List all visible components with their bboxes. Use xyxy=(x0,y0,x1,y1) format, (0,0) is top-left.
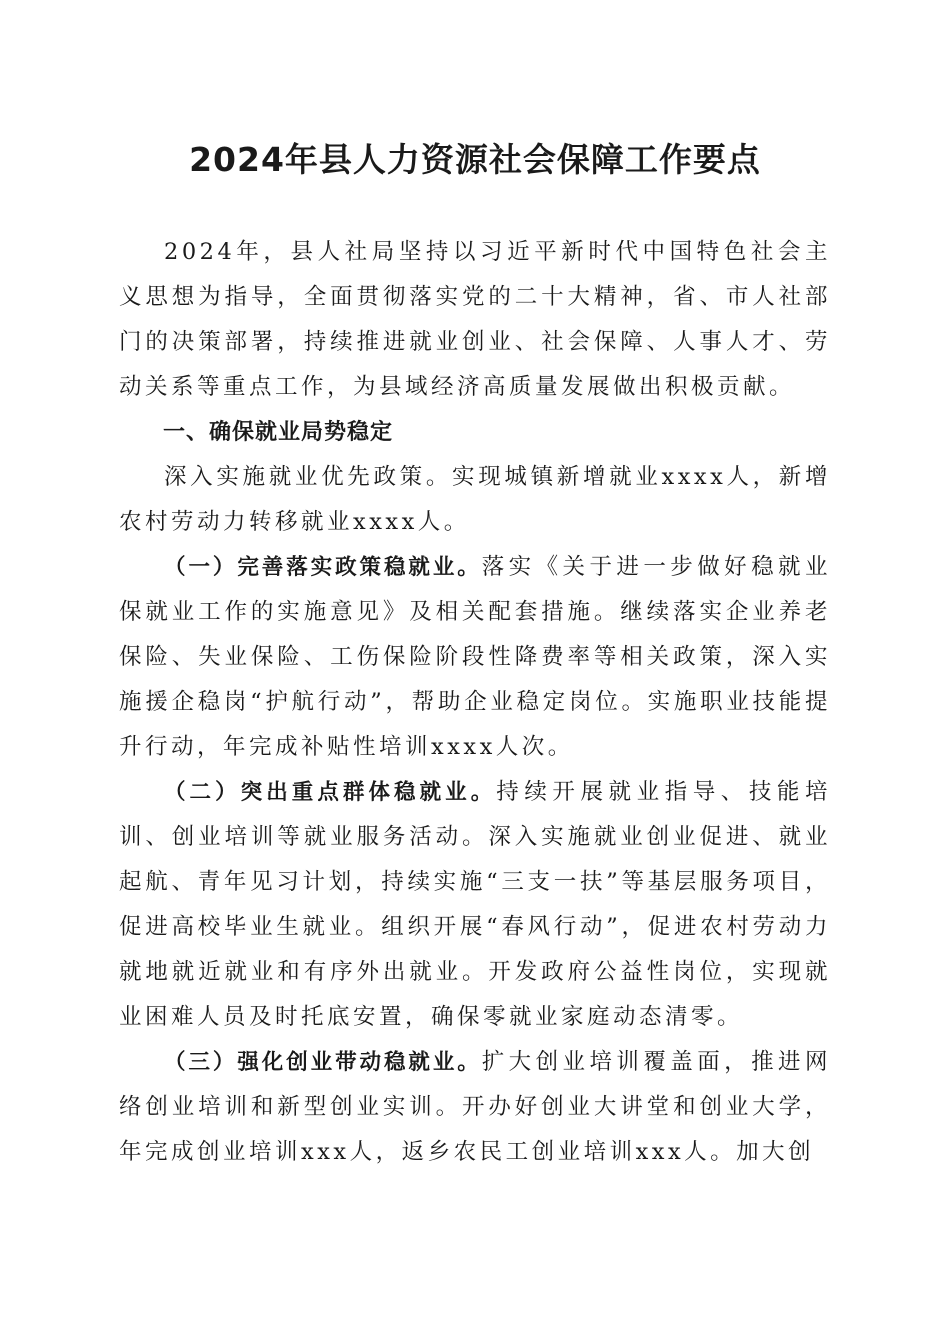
item-lead-1: （一）完善落实政策稳就业。 xyxy=(164,555,482,580)
item-text-2: 持续开展就业指导、技能培训、创业培训等就业服务活动。深入实施就业创业促进、就业起航、青年见习计划，持续实施“三支一扶”等基层服务项目，促进高校毕业生就业。组织开展“春风行动”，促进农村劳动力就地就近就业和有序外出就业。开发政府公益性岗位，实现就业困难人员及时托底安置，确保零就业家庭动态清零。 xyxy=(119,779,831,1030)
item-text-3: 扩大创业培训覆盖面，推进网络创业培训和新型创业实训。开办好创业大讲堂和创业大学，年完成创业培训xxx人，返乡农民工创业培训xxx人。加大创 xyxy=(119,1049,831,1165)
document-title: 2024年县人力资源社会保障工作要点 xyxy=(189,140,761,179)
item-lead-3: （三）强化创业带动稳就业。 xyxy=(164,1050,482,1075)
section-heading: 一、确保就业局势稳定 xyxy=(163,420,394,445)
item-text-1: 落实《关于进一步做好稳就业保就业工作的实施意见》及相关配套措施。继续落实企业养老保险、失业保险、工伤保险阶段性降费率等相关政策，深入实施援企稳岗“护航行动”，帮助企业稳定岗位。实施职业技能提升行动，年完成补贴性培训xxxx人次。 xyxy=(119,554,831,760)
document-body xyxy=(119,230,831,1175)
item-paragraph-3 xyxy=(119,1040,831,1175)
section-summary: 深入实施就业优先政策。实现城镇新增就业xxxx人，新增农村劳动力转移就业xxxx人。 xyxy=(119,464,831,535)
item-paragraph-1 xyxy=(119,545,831,770)
item-paragraph-2 xyxy=(119,770,831,1040)
item-lead-2: （二）突出重点群体稳就业。 xyxy=(164,780,497,805)
intro-paragraph: 2024年，县人社局坚持以习近平新时代中国特色社会主义思想为指导，全面贯彻落实党的二十大精神，省、市人社部门的决策部署，持续推进就业创业、社会保障、人事人才、劳动关系等重点工作，为县域经济高质量发展做出积极贡献。 xyxy=(119,239,831,400)
